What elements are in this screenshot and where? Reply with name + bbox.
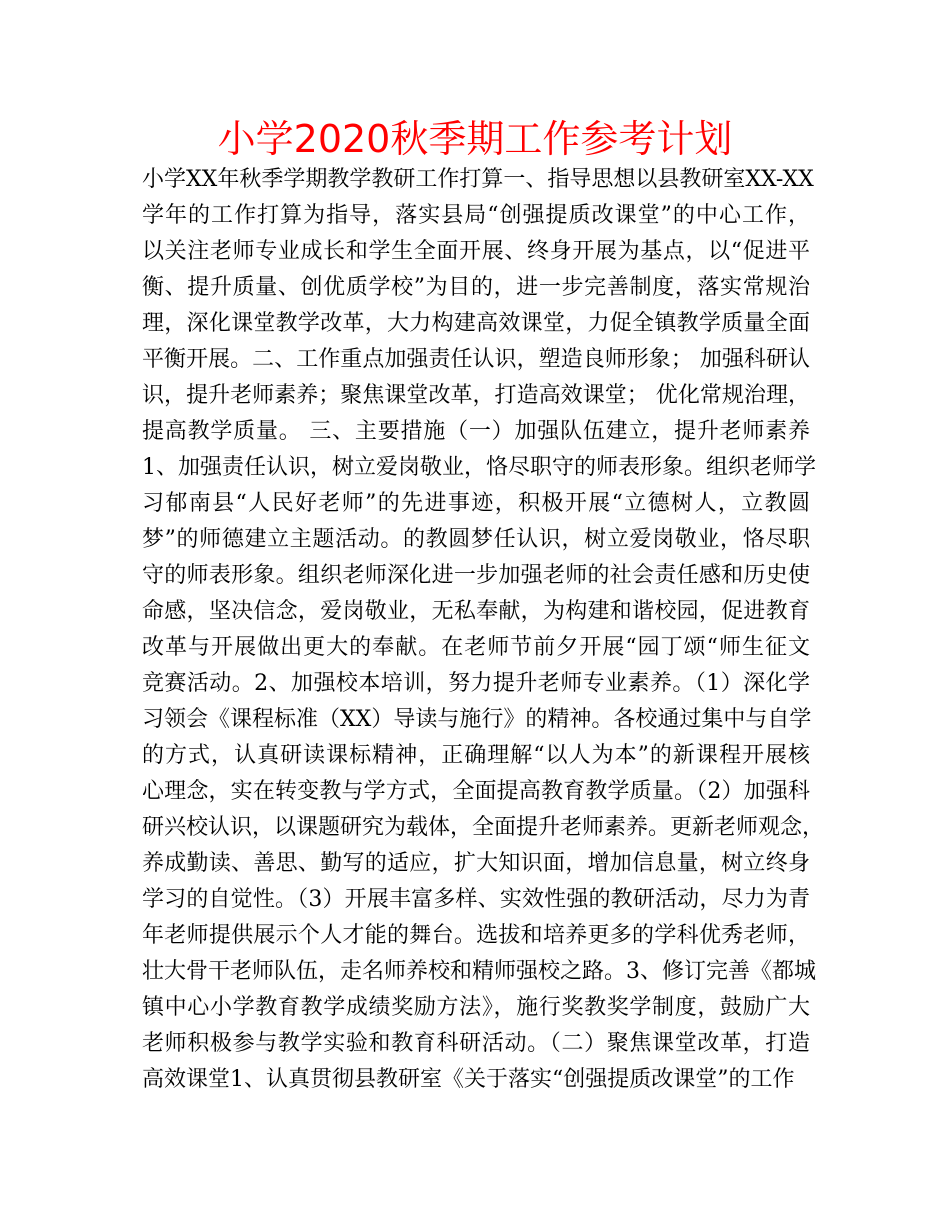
body-line: 平衡开展。二、工作重点加强责任认识，塑造良师形象； 加强科研认 [142, 347, 810, 372]
body-line: 年老师提供展示个人才能的舞台。选拔和培养更多的学科优秀老师， [142, 923, 810, 948]
body-line: 习领会《课程标准（XX）导读与施行》的精神。各校通过集中与自学 [142, 707, 812, 732]
body-line: 老师积极参与教学实验和教育科研活动。（二）聚焦课堂改革，打造 [142, 1031, 810, 1056]
body-line: 提高教学质量。 三、主要措施（一）加强队伍建立，提升老师素养 [142, 419, 810, 444]
body-line: 心理念，实在转变教与学方式，全面提高教育教学质量。（2）加强科 [142, 779, 810, 804]
body-line: 1、加强责任认识，树立爱岗敬业，恪尽职守的师表形象。组织老师学 [142, 455, 816, 480]
body-line: 衡、提升质量、创优质学校”为目的，进一步完善制度，落实常规治 [142, 275, 810, 300]
body-line: 命感，坚决信念，爱岗敬业，无私奉献，为构建和谐校园，促进教育 [142, 599, 810, 624]
body-line: 镇中心小学教育教学成绩奖励方法》，施行奖教奖学制度，鼓励广大 [142, 995, 810, 1020]
body-line: 改革与开展做出更大的奉献。在老师节前夕开展“园丁颂“师生征文 [142, 635, 810, 660]
body-line: 梦”的师德建立主题活动。的教圆梦任认识，树立爱岗敬业，恪尽职 [142, 527, 810, 552]
body-line: 竞赛活动。2、加强校本培训，努力提升老师专业素养。（1）深化学 [142, 671, 810, 696]
body-line: 学年的工作打算为指导，落实县局“创强提质改课堂”的中心工作， [142, 203, 810, 228]
body-line: 的方式，认真研读课标精神，正确理解“以人为本”的新课程开展核 [142, 743, 810, 768]
body-line: 小学XX年秋季学期教学教研工作打算一、指导思想以县教研室XX-XX [142, 167, 814, 192]
document-body [142, 162, 825, 1098]
body-line: 学习的自觉性。（3）开展丰富多样、实效性强的教研活动，尽力为青 [142, 887, 810, 912]
body-line: 以关注老师专业成长和学生全面开展、终身开展为基点，以“促进平 [142, 239, 810, 264]
body-line: 理，深化课堂教学改革，大力构建高效课堂，力促全镇教学质量全面 [142, 311, 810, 336]
body-line: 养成勤读、善思、勤写的适应，扩大知识面，增加信息量，树立终身 [142, 851, 810, 876]
body-line: 习郁南县“人民好老师”的先进事迹，积极开展“立德树人，立教圆 [142, 491, 810, 516]
body-line: 守的师表形象。组织老师深化进一步加强老师的社会责任感和历史使 [142, 563, 810, 588]
body-line: 壮大骨干老师队伍，走名师养校和精师强校之路。3、修订完善《都城 [142, 959, 816, 984]
body-line: 研兴校认识，以课题研究为载体，全面提升老师素养。更新老师观念， [142, 815, 825, 840]
body-line: 高效课堂1、认真贯彻县教研室《关于落实“创强提质改课堂”的工作 [142, 1067, 795, 1092]
document-title: 小学2020秋季期工作参考计划 [217, 117, 733, 161]
body-line: 识，提升老师素养；聚焦课堂改革，打造高效课堂； 优化常规治理， [142, 383, 810, 408]
